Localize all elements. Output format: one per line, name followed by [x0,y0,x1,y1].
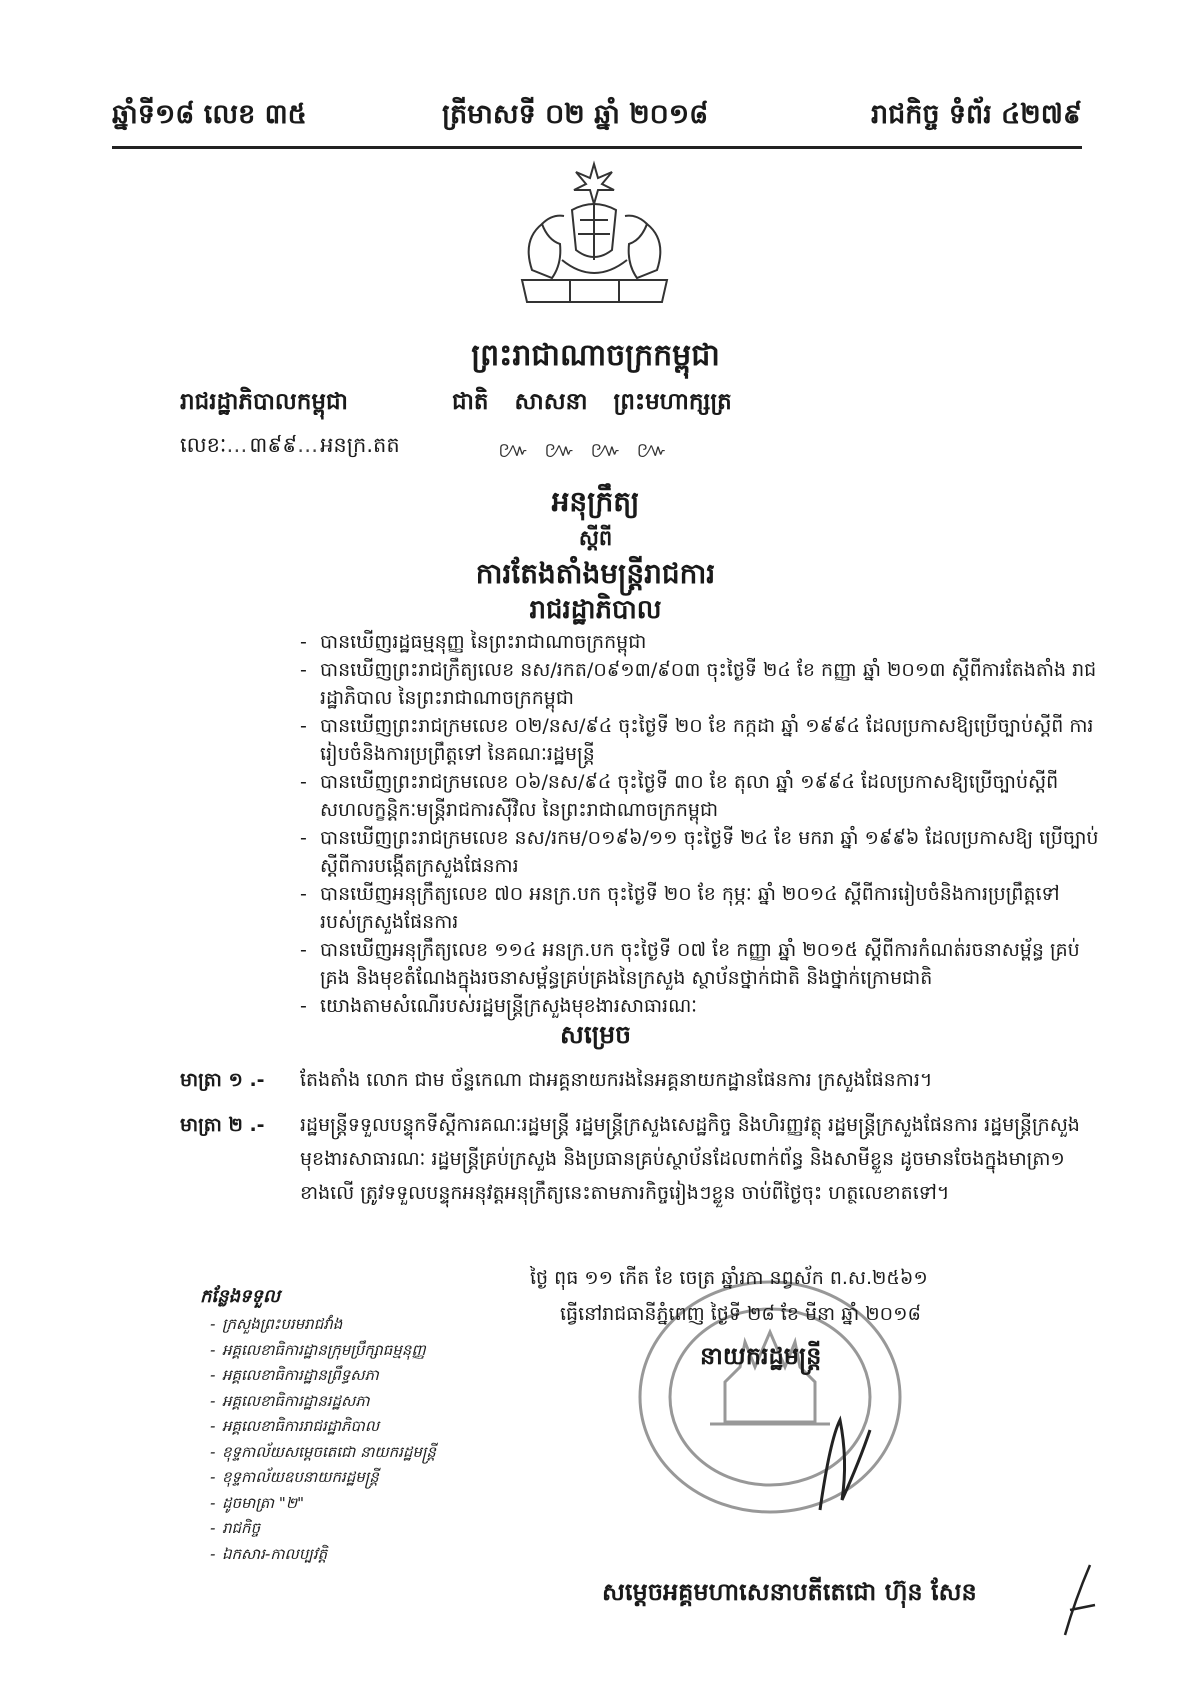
solar-date: ធ្វើនៅរាជធានីភ្នំពេញ ថ្ងៃទី ២៨ ខែ មីនា ឆ្នាំ ២០១៨ [560,1303,921,1325]
legal-reference-item: - បានឃើញព្រះរាជក្រឹត្យលេខ នស/រកត/០៩១៣/៩០៣ ចុះថ្ងៃទី ២៤ ខែ កញ្ញា ឆ្នាំ ២០១៣ ស្តីពីការតែងតាំង រាជរដ្ឋាភិបាល នៃព្រះរាជាណាចក្រកម្ពុជា [300,656,1100,712]
signature-mark-icon [800,1400,880,1520]
article-1-label: មាត្រា ១ .- [180,1069,265,1091]
ornament-divider: ៚ ៚ ៚ ៚ [498,438,672,463]
legal-reference-item: - បានឃើញរដ្ឋធម្មនុញ្ញ នៃព្រះរាជាណាចក្រកម្ពុជា [300,628,1100,656]
recipient-item: - អគ្គលេខាធិការដ្ឋានព្រឹទ្ធសភា [210,1363,436,1389]
recipient-item: - អគ្គលេខាធិការរាជរដ្ឋាភិបាល [210,1414,436,1440]
reference-number: លេខៈ…៣៩៩…អនក្រ.តត [180,433,400,457]
recipient-item: - រាជកិច្ច [210,1516,436,1542]
signatory-name: សម្តេចអគ្គមហាសេនាបតីតេជោ ហ៊ុន សែន [602,1578,977,1606]
article-2-label: មាត្រា ២ .- [180,1114,265,1136]
header-divider [112,146,1082,149]
recipient-item: - អគ្គលេខាធិការដ្ឋានក្រុមប្រឹក្សាធម្មនុញ្ញ [210,1338,436,1364]
gazette-header [112,92,1082,144]
royal-arms-emblem-icon [502,160,687,320]
header-year-issue: ឆ្នាំទី១៨ លេខ ៣៥ [112,99,307,130]
legal-reference-item: - បានឃើញព្រះរាជក្រមលេខ ០២/នស/៩៤ ចុះថ្ងៃទី ២០ ខែ កក្កដា ឆ្នាំ ១៩៩៤ ដែលប្រកាសឱ្យប្រើច្បាប់ស្តីពី ការរៀបចំនិងការប្រព្រឹត្តទៅ នៃគណៈរដ្ឋមន្ត្រី [300,712,1100,768]
recipient-item: - អគ្គលេខាធិការដ្ឋានរដ្ឋសភា [210,1389,436,1415]
header-page-number: រាជកិច្ច ទំព័រ ៤២៧៩ [870,99,1082,130]
decision-heading: សម្រេច [560,1020,631,1049]
title-type: អនុក្រឹត្យ [551,485,640,518]
reference-suffix: អនក្រ.តត [320,433,400,457]
legal-reference-item: - បានឃើញព្រះរាជក្រមលេខ នស/រកម/០១៩៦/១១ ចុះថ្ងៃទី ២៤ ខែ មករា ឆ្នាំ ១៩៩៦ ដែលប្រកាសឱ្យ ប្រើច្បាប់ ស្តីពីការបង្កើតក្រសួងផែនការ [300,824,1100,880]
title-about: ស្តីពី [578,526,613,550]
recipient-item: - ខុទ្ទកាល័យសម្តេចតេជោ នាយករដ្ឋមន្ត្រី [210,1440,436,1466]
legal-reference-item: - បានឃើញអនុក្រឹត្យលេខ ១១៤ អនក្រ.បក ចុះថ្ងៃទី ០៧ ខែ កញ្ញា ឆ្នាំ ២០១៥ ស្តីពីការកំណត់រចនាសម្ព័ន្ធ គ្រប់គ្រង និងមុខតំណែងក្នុងរចនាសម្ព័ន្ធគ្រប់គ្រងនៃក្រសួង ស្ថាប័នថ្នាក់ជាតិ និងថ្នាក់ក្រោមជាតិ [300,936,1100,992]
recipients-heading: កន្លែងទទួល [200,1286,280,1307]
lunar-date: ថ្ងៃ ពុធ ១១ កើត ខែ ចេត្រ ឆ្នាំរកា នព្វស័ក ព.ស.២៥៦១ [530,1267,928,1289]
prime-minister-title: នាយករដ្ឋមន្ត្រី [700,1342,822,1370]
legal-reference-item: - បានឃើញអនុក្រឹត្យលេខ ៧០ អនក្រ.បក ចុះថ្ងៃទី ២០ ខែ កុម្ភៈ ឆ្នាំ ២០១៤ ស្តីពីការរៀបចំនិងការប្រព្រឹត្តទៅ របស់ក្រសួងផែនការ [300,880,1100,936]
initial-mark-icon [1060,1560,1100,1640]
title-issuer: រាជរដ្ឋាភិបាល [529,595,662,625]
issuing-authority: រាជរដ្ឋាភិបាលកម្ពុជា [180,389,348,415]
article-2-text: រដ្ឋមន្ត្រីទទួលបន្ទុកទីស្តីការគណៈរដ្ឋមន្ត្រី រដ្ឋមន្ត្រីក្រសួងសេដ្ឋកិច្ច និងហិរញ្ញវត្ថុ រដ្ឋមន្ត្រីក្រសួងផែនការ រដ្ឋមន្ត្រីក្រសួងមុខងារសាធារណៈ រដ្ឋមន្ត្រីគ្រប់ក្រសួង និងប្រធានគ្រប់ស្ថាប័នដែលពាក់ព័ន្ធ និងសាមីខ្លួន ដូចមានចែងក្នុងមាត្រា១ ខាងលើ ត្រូវទទួលបន្ទុកអនុវត្តអនុក្រឹត្យនេះតាមភារកិច្ចរៀងៗខ្លួន ចាប់ពីថ្ងៃចុះ ហត្ថលេខាតទៅ។ [300,1114,1080,1204]
header-quarter: ត្រីមាសទី ០២ ឆ្នាំ ២០១៨ [442,99,709,130]
reference-value: ៣៩៩ [249,433,298,457]
recipient-item: - ឯកសារ-កាលប្បវត្តិ [210,1542,436,1568]
recipient-item: - ខុទ្ទកាល័យឧបនាយករដ្ឋមន្ត្រី [210,1465,436,1491]
legal-reference-item: - បានឃើញព្រះរាជក្រមលេខ ០៦/នស/៩៤ ចុះថ្ងៃទី ៣០ ខែ តុលា ឆ្នាំ ១៩៩៤ ដែលប្រកាសឱ្យប្រើច្បាប់ស្តីពី សហលក្ខន្តិកៈមន្ត្រីរាជការស៊ីវិល នៃព្រះរាជាណាចក្រកម្ពុជា [300,768,1100,824]
reference-prefix: លេខៈ [180,433,227,457]
recipient-item: - ក្រសួងព្រះបរមរាជវាំង [210,1312,436,1338]
recipients-list [210,1312,436,1567]
kingdom-name: ព្រះរាជាណាចក្រកម្ពុជា [471,338,720,373]
title-subject: ការតែងតាំងមន្ត្រីរាជការ [475,557,716,590]
legal-references-list [300,628,1100,1020]
decree-title [0,484,1191,628]
recipient-item: - ដូចមាត្រា "២" [210,1491,436,1517]
article-1-text: តែងតាំង លោក ជាម ច័ន្ទកេណា ជាអគ្គនាយករងនៃអគ្គនាយកដ្ឋានផែនការ ក្រសួងផែនការ។ [300,1069,933,1091]
legal-reference-item: - យោងតាមសំណើរបស់រដ្ឋមន្ត្រីក្រសួងមុខងារសាធារណៈ [300,992,1100,1020]
national-motto: ជាតិ សាសនា ព្រះមហាក្សត្រ [452,389,732,415]
